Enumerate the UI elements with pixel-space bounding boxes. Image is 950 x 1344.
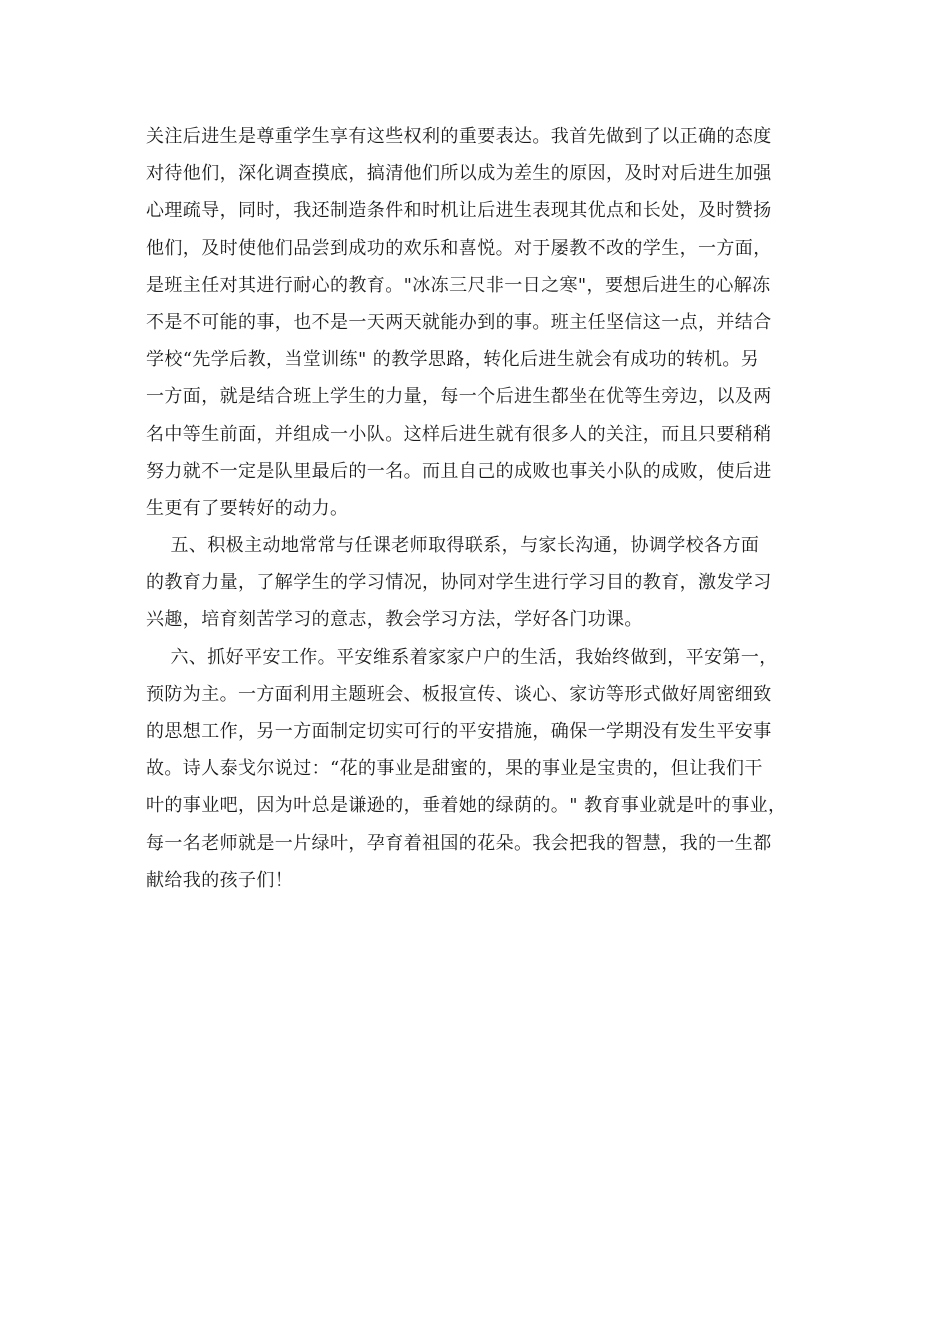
text-line: 是班主任对其进行耐心的教育。"冰冻三尺非一日之寒"，要想后进生的心解冻 (146, 274, 771, 296)
text-line: 的教育力量，了解学生的学习情况，协同对学生进行学习目的教育，激发学习 (146, 572, 772, 594)
paragraph-six (146, 639, 826, 899)
text-line: 对待他们，深化调查摸底，搞清他们所以成为差生的原因，及时对后进生加强 (146, 163, 772, 185)
paragraph-five (146, 527, 826, 639)
text-line: 六、抓好平安工作。平安维系着家家户户的生活，我始终做到，平安第一， (146, 646, 778, 668)
text-line: 一方面，就是结合班上学生的力量，每一个后进生都坐在优等生旁边，以及两 (146, 386, 772, 408)
text-line: 叶的事业吧，因为叶总是谦逊的，垂着她的绿荫的。" 教育事业就是叶的事业， (146, 795, 787, 817)
paragraph-continuation (146, 118, 826, 527)
text-line: 五、积极主动地常常与任课老师取得联系，与家长沟通，协调学校各方面 (146, 535, 760, 557)
document-body (146, 118, 826, 899)
text-line: 的思想工作，另一方面制定切实可行的平安措施，确保一学期没有发生平安事 (146, 721, 772, 742)
text-line: 努力就不一定是队里最后的一名。而且自己的成败也事关小队的成败，使后进 (146, 460, 772, 482)
text-line: 每一名老师就是一片绿叶，孕育着祖国的花朵。我会把我的智慧，我的一生都 (146, 832, 772, 854)
text-line: 他们，及时使他们品尝到成功的欢乐和喜悦。对于屡教不改的学生，一方面， (146, 237, 772, 259)
text-line: 心理疏导，同时，我还制造条件和时机让后进生表现其优点和长处，及时赞扬 (146, 200, 772, 222)
text-line: 不是不可能的事，也不是一天两天就能办到的事。班主任坚信这一点，并结合 (146, 311, 772, 333)
text-line: 故。诗人泰戈尔说过：“花的事业是甜蜜的，果的事业是宝贵的，但让我们干 (146, 758, 763, 780)
text-line: 名中等生前面，并组成一小队。这样后进生就有很多人的关注，而且只要稍稍 (146, 423, 772, 445)
text-line: 献给我的孩子们！ (146, 869, 294, 891)
text-line: 关注后进生是尊重学生享有这些权利的重要表达。我首先做到了以正确的态度 (146, 126, 772, 147)
text-line: 学校“先学后教，当堂训练" 的教学思路，转化后进生就会有成功的转机。另 (146, 349, 760, 371)
text-line: 兴趣，培育刻苦学习的意志，教会学习方法，学好各门功课。 (146, 609, 643, 631)
text-line: 生更有了要转好的动力。 (146, 497, 349, 519)
text-line: 预防为主。一方面利用主题班会、板报宣传、谈心、家访等形式做好周密细致 (146, 683, 772, 705)
